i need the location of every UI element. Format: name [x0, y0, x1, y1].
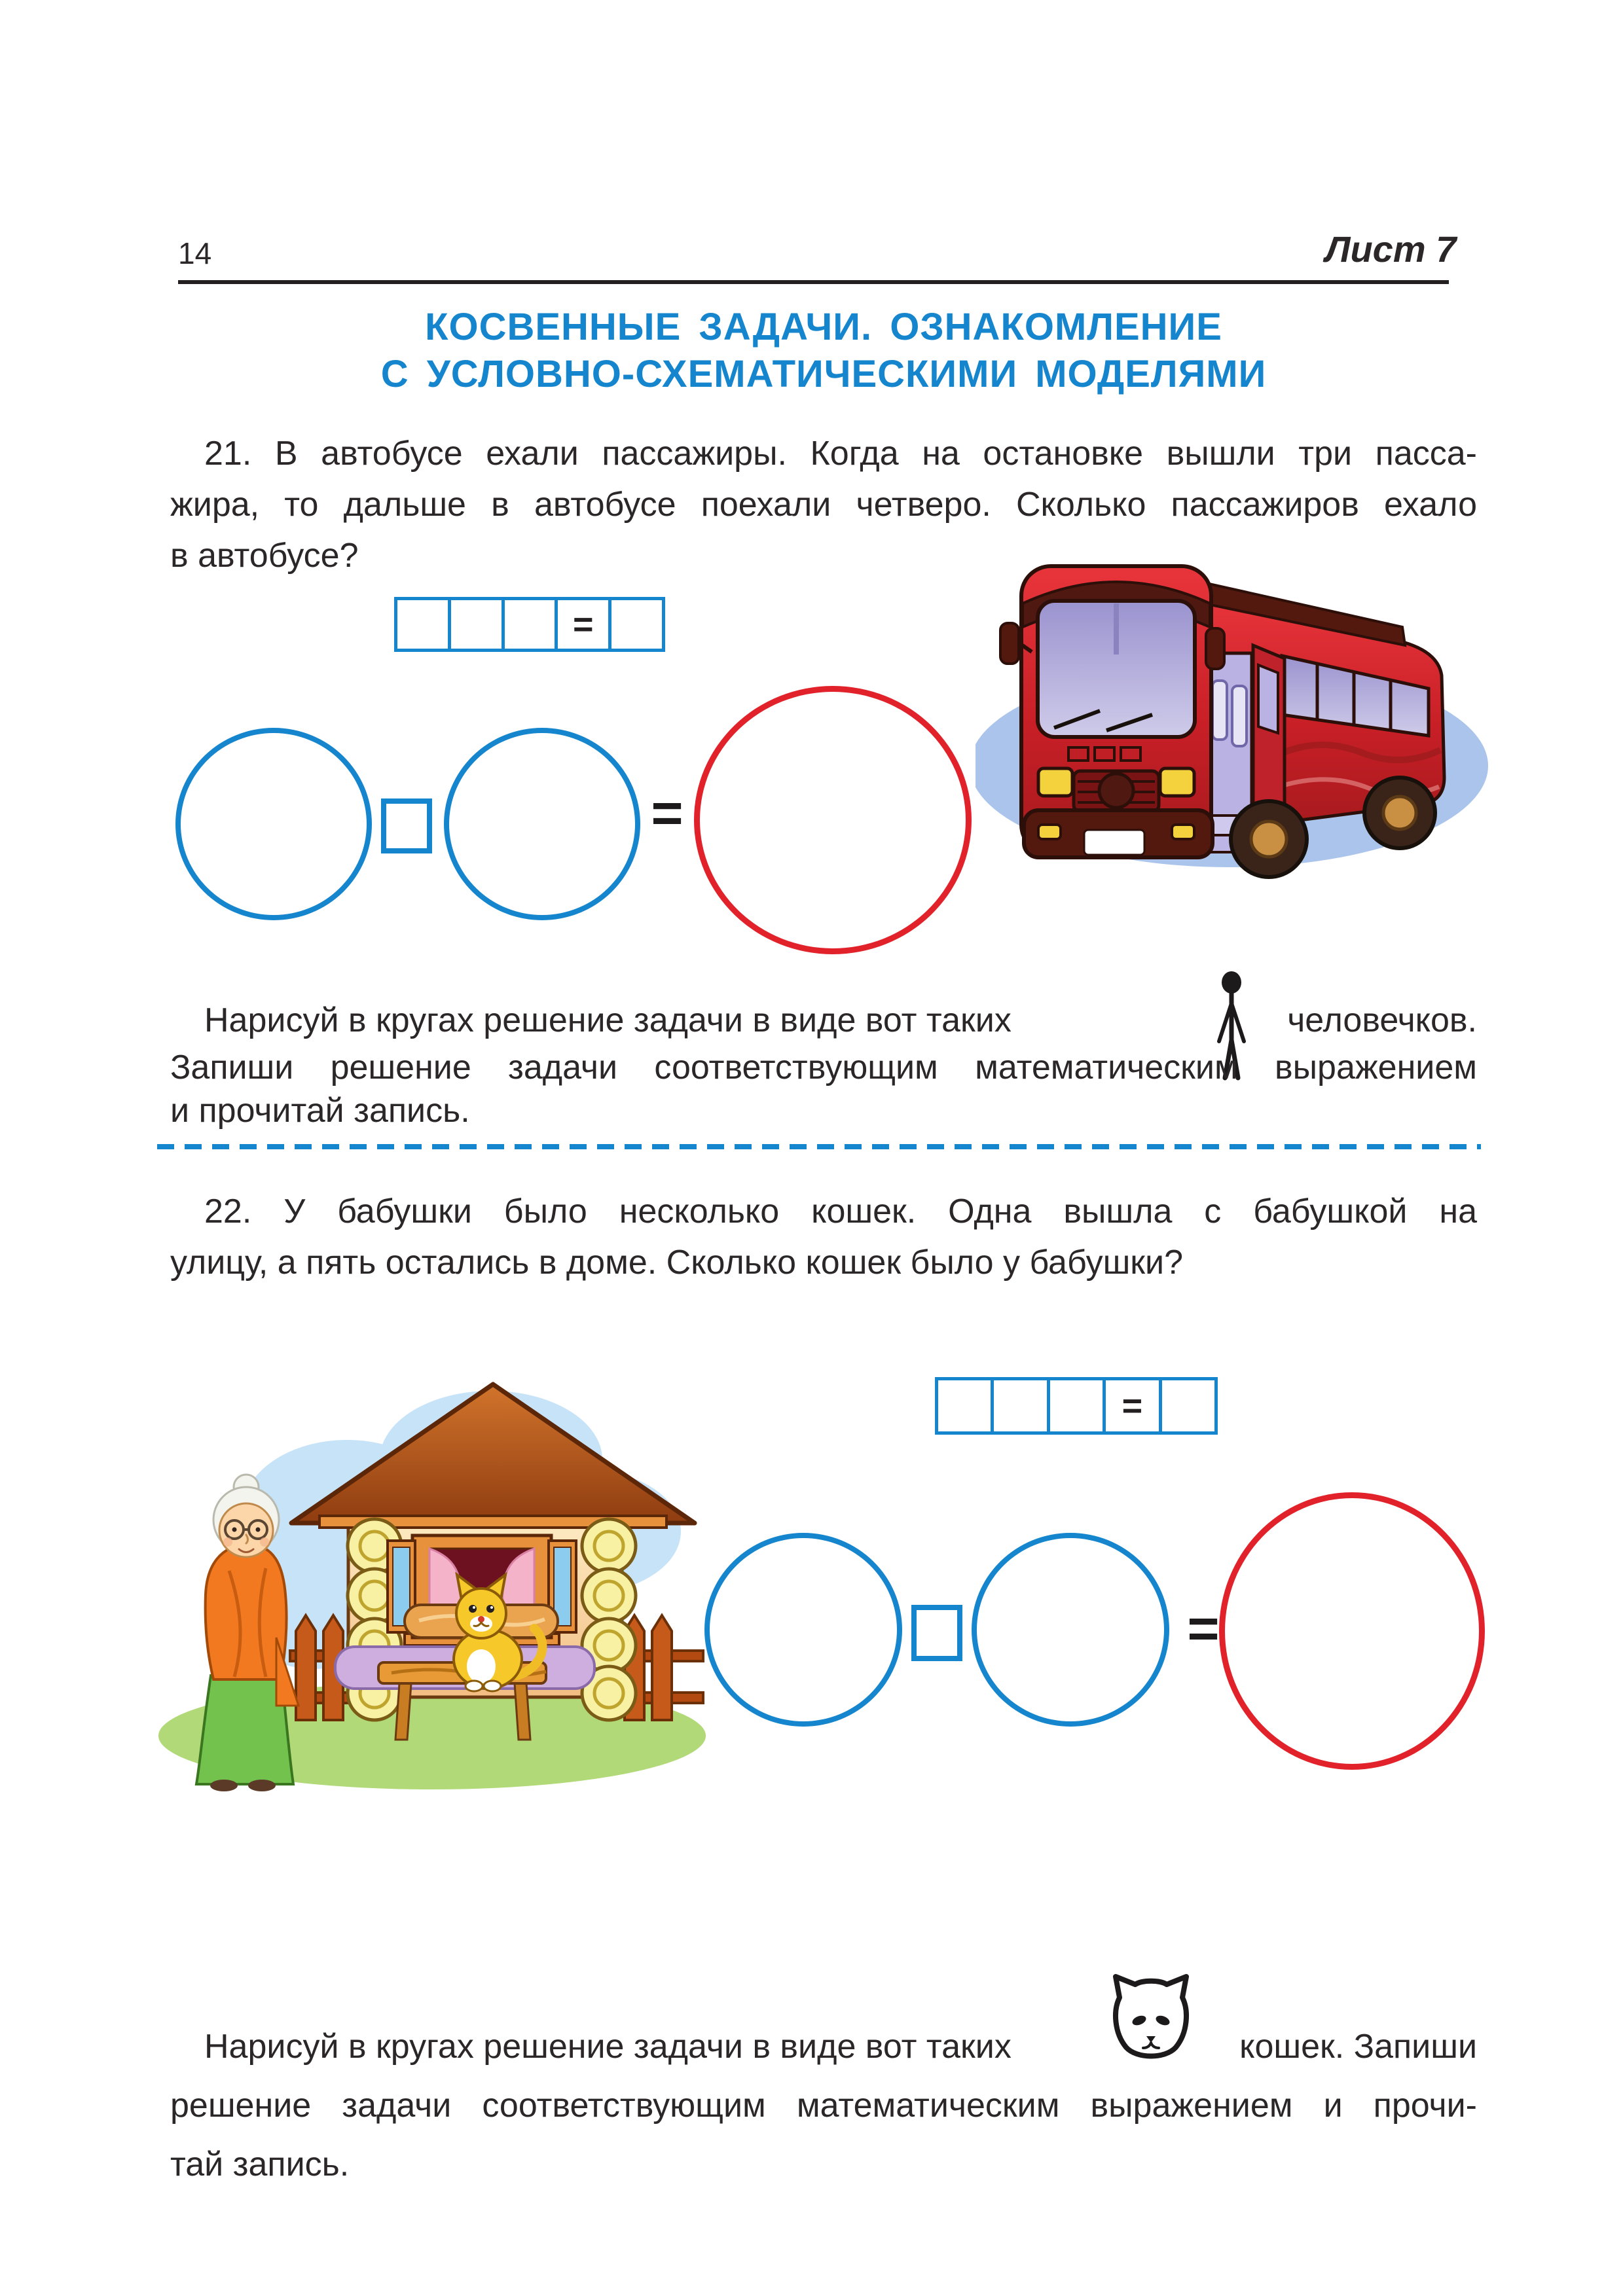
house-image [151, 1335, 714, 1793]
task22-strip-cell-5[interactable] [1159, 1380, 1214, 1431]
task22-equals-sign: = [1187, 1597, 1220, 1659]
task22-circle-red-result[interactable] [1219, 1492, 1485, 1770]
task21-operator-box[interactable] [381, 798, 432, 853]
page-title-line2: С УСЛОВНО-СХЕМАТИЧЕСКИМИ МОДЕЛЯМИ [380, 353, 1267, 395]
task21-strip-cell-3[interactable] [501, 600, 555, 649]
task21-circle-blue-2[interactable] [444, 728, 640, 920]
task22-instruction-line1-before: Нарисуй в кругах решение задачи в виде вот таких [204, 2028, 1012, 2066]
task21-circle-red-result[interactable] [694, 686, 972, 954]
task22-circle-blue-1[interactable] [704, 1533, 902, 1727]
task21-strip-cell-1[interactable] [397, 600, 448, 649]
task22-strip-cell-2[interactable] [991, 1380, 1046, 1431]
page-number: 14 [178, 236, 212, 270]
task22-operator-box[interactable] [911, 1605, 962, 1661]
task22-circle-blue-2[interactable] [972, 1533, 1169, 1727]
task21-instruction [170, 1001, 1477, 1145]
task21-instruction-line2: Запиши решение задачи соответствующим математическим выражением [170, 1049, 1477, 1086]
bus-image [976, 517, 1512, 890]
task21-instruction-line1-after: человечков. [1287, 1001, 1477, 1039]
task22-instruction-line2: решение задачи соответствующим математическим выражением и прочи- [170, 2087, 1477, 2125]
task21-text-line3: в автобусе? [170, 537, 359, 575]
task21-text-line1: 21. В автобусе ехали пассажиры. Когда на остановке вышли три пасса- [204, 435, 1477, 473]
task22-instruction-line1-after: кошек. Запиши [1239, 2028, 1477, 2066]
task22-strip-cell-equals: = [1103, 1380, 1158, 1431]
sheet-label: Лист 7 [1325, 228, 1457, 270]
task21-text-line2: жира, то дальше в автобусе поехали четверо. Сколько пассажиров ехало [170, 486, 1477, 524]
task21-instruction-line3: и прочитай запись. [170, 1092, 470, 1130]
task21-strip-cell-2[interactable] [448, 600, 501, 649]
task22-text-line1: 22. У бабушки было несколько кошек. Одна вышла с бабушкой на [204, 1193, 1477, 1230]
task22-strip-cell-3[interactable] [1047, 1380, 1103, 1431]
task21-circle-blue-1[interactable] [175, 728, 372, 920]
task21-strip-cell-5[interactable] [608, 600, 662, 649]
bus-illustration [976, 517, 1512, 890]
grandma-house-illustration [151, 1335, 714, 1793]
task22-instruction [170, 2028, 1477, 2198]
dashed-separator [157, 1144, 1481, 1149]
header-rule [178, 280, 1449, 284]
task22-strip-cell-1[interactable] [938, 1380, 991, 1431]
task22-text-line2: улицу, а пять остались в доме. Сколько кошек было у бабушки? [170, 1244, 1184, 1282]
task22-instruction-line3: тай запись. [170, 2145, 350, 2183]
task22-equation-strip [935, 1377, 1218, 1435]
task21-strip-cell-equals: = [555, 600, 608, 649]
page-title-line1: КОСВЕННЫЕ ЗАДАЧИ. ОЗНАКОМЛЕНИЕ [425, 306, 1222, 348]
cat-icon [1110, 1973, 1192, 2064]
task21-equation-strip [394, 597, 665, 652]
task21-instruction-line1-before: Нарисуй в кругах решение задачи в виде вот таких [204, 1001, 1012, 1039]
task21-equals-sign: = [651, 781, 684, 844]
